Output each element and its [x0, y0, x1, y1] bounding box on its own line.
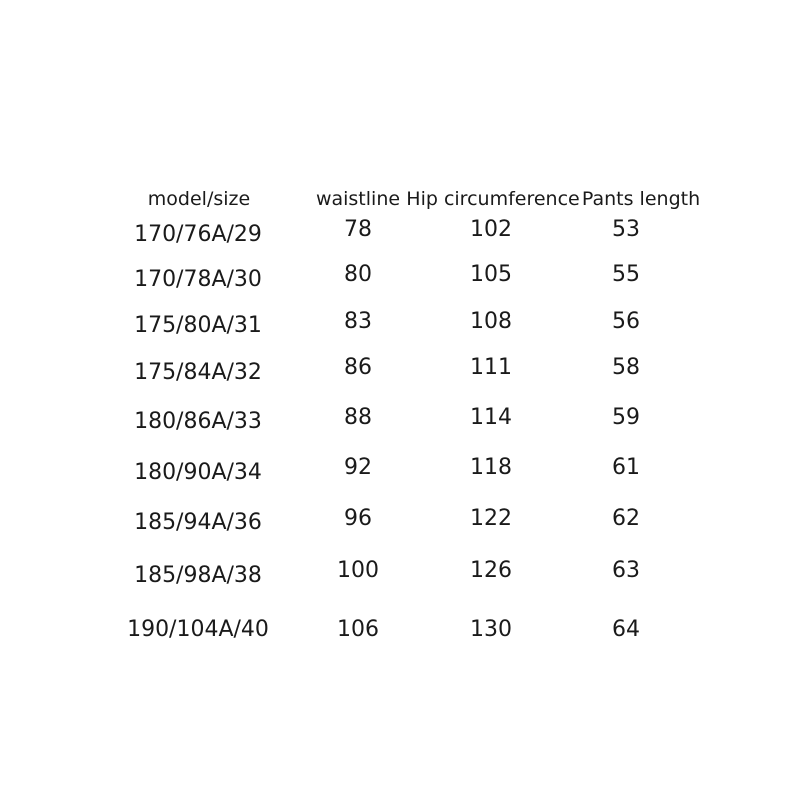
cell-waistline: 106 — [337, 617, 379, 642]
cell-pants-length: 61 — [612, 455, 640, 480]
cell-model-size: 185/94A/36 — [134, 510, 262, 535]
cell-hip-circumference: 114 — [470, 405, 512, 430]
cell-pants-length: 64 — [612, 617, 640, 642]
header-hip-circumference: Hip circumference — [406, 188, 580, 210]
cell-waistline: 92 — [344, 455, 372, 480]
cell-pants-length: 62 — [612, 506, 640, 531]
cell-hip-circumference: 102 — [470, 217, 512, 242]
cell-pants-length: 63 — [612, 558, 640, 583]
cell-pants-length: 58 — [612, 355, 640, 380]
cell-hip-circumference: 122 — [470, 506, 512, 531]
cell-model-size: 180/86A/33 — [134, 409, 262, 434]
cell-hip-circumference: 118 — [470, 455, 512, 480]
cell-pants-length: 53 — [612, 217, 640, 242]
cell-hip-circumference: 105 — [470, 262, 512, 287]
cell-hip-circumference: 130 — [470, 617, 512, 642]
cell-pants-length: 59 — [612, 405, 640, 430]
cell-model-size: 170/76A/29 — [134, 222, 262, 247]
cell-hip-circumference: 126 — [470, 558, 512, 583]
cell-waistline: 100 — [337, 558, 379, 583]
header-pants-length: Pants length — [581, 188, 701, 210]
header-model-size: model/size — [147, 188, 251, 210]
cell-waistline: 83 — [344, 309, 372, 334]
cell-waistline: 88 — [344, 405, 372, 430]
cell-hip-circumference: 108 — [470, 309, 512, 334]
cell-model-size: 175/80A/31 — [134, 313, 262, 338]
cell-pants-length: 55 — [612, 262, 640, 287]
cell-waistline: 96 — [344, 506, 372, 531]
cell-hip-circumference: 111 — [470, 355, 512, 380]
cell-model-size: 175/84A/32 — [134, 360, 262, 385]
cell-model-size: 185/98A/38 — [134, 563, 262, 588]
cell-pants-length: 56 — [612, 309, 640, 334]
cell-model-size: 170/78A/30 — [134, 267, 262, 292]
cell-model-size: 180/90A/34 — [134, 460, 262, 485]
cell-model-size: 190/104A/40 — [127, 617, 269, 642]
cell-waistline: 86 — [344, 355, 372, 380]
header-waistline: waistline — [315, 188, 401, 210]
cell-waistline: 80 — [344, 262, 372, 287]
cell-waistline: 78 — [344, 217, 372, 242]
